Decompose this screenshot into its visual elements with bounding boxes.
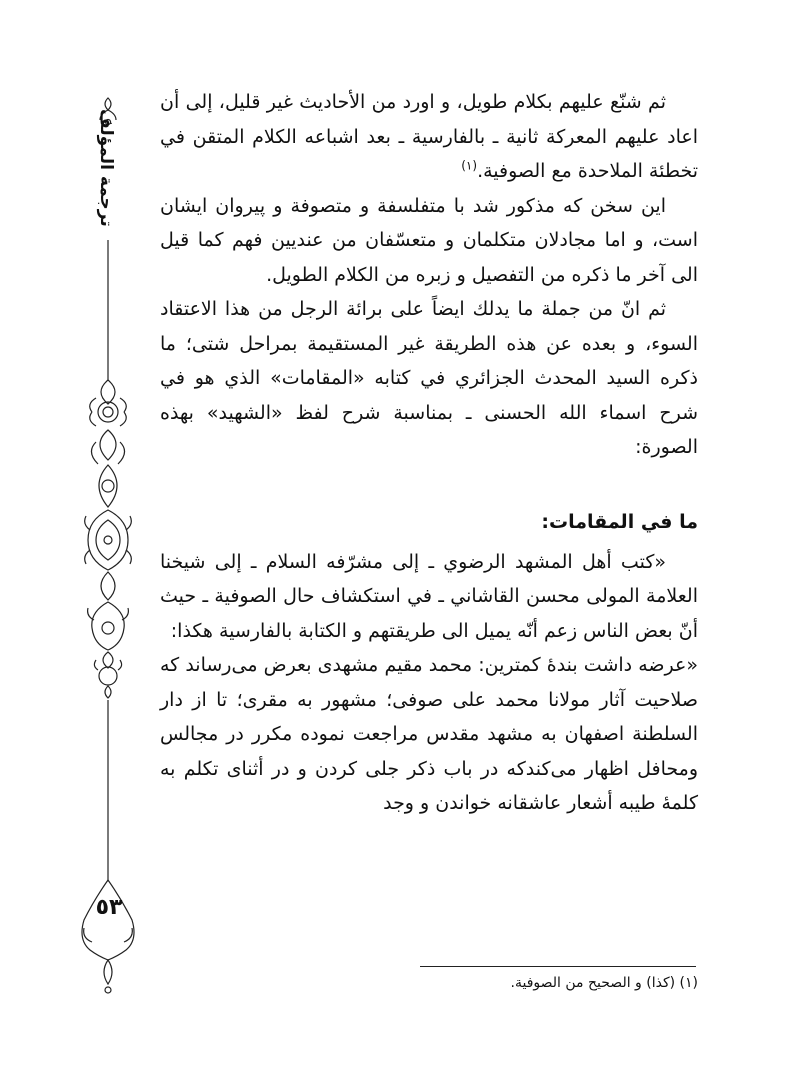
section-heading: ما في المقامات: bbox=[541, 510, 698, 533]
page-number: ٥٣ bbox=[95, 895, 123, 920]
margin-ornament bbox=[78, 90, 138, 1080]
footnote: (١) (كذا) و الصحيح من الصوفية. bbox=[510, 975, 698, 991]
footnote-ref: (١) bbox=[461, 158, 478, 173]
quote-paragraph-1: «كتب أهل المشهد الرضوي ـ إلى مشرّفه السلام ـ إلى شيخنا العلامة المولى محسن القاشاني ـ في استكشاف حال الصوفية ـ حيث أنّ بعض الناس زعم أنّه يميل الى طريقتهم و الكتابة بالفارسية هكذا: bbox=[160, 550, 698, 642]
footnote-rule bbox=[420, 966, 696, 967]
paragraph-2: اين سخن كه مذكور شد با متفلسفة و متصوفة و پيروان ايشان است، و اما مجادلان متكلمان و متعسّفان من عنديين فهم كما قيل الى آخر ما ذكره من التفصيل و زبره من الكلام الطويل. bbox=[160, 194, 698, 286]
floral-border-icon bbox=[78, 90, 138, 1080]
paragraph-1-text: ثم شنّع عليهم بكلام طويل، و اورد من الأحاديث غير قليل، إلى أن اعاد عليهم المعركة ثانية ـ بالفارسية ـ بعد اشباعه الكلام المتقن في تخطئة الملاحدة مع الصوفية. bbox=[160, 91, 698, 182]
paragraph-3: ثم انّ من جملة ما يدلك ايضاً على برائة الرجل من هذا الاعتقاد السوء، و بعده عن هذه الطريقة غير المستقيمة بمراحل شتى؛ ما ذكره السيد المحدث الجزائري في كتابه «المقامات» الذي هو في شرح اسماء الله الحسنى ـ بمناسبة شرح لفظ «الشهيد» بهذه الصورة: bbox=[160, 298, 698, 458]
main-text bbox=[160, 85, 698, 821]
running-head: ترجمة المؤلف bbox=[96, 109, 116, 227]
paragraph-1 bbox=[160, 85, 698, 189]
quote-paragraph-2: «عرضه داشت بندۀ كمترين: محمد مقيم مشهدى بعرض مى‌رساند كه صلاحيت آثار مولانا محمد على صوفى؛ مشهور به مقرى؛ تا از دار السلطنة اصفهان به مشهد مقدس مراجعت نموده مكرر در مجالس ومحافل اظهار مى‌كندكه در باب ذكر جلى كردن و در أثناى تكلم به كلمۀ طيبه أشعار عاشقانه خواندن و وجد bbox=[160, 654, 698, 814]
